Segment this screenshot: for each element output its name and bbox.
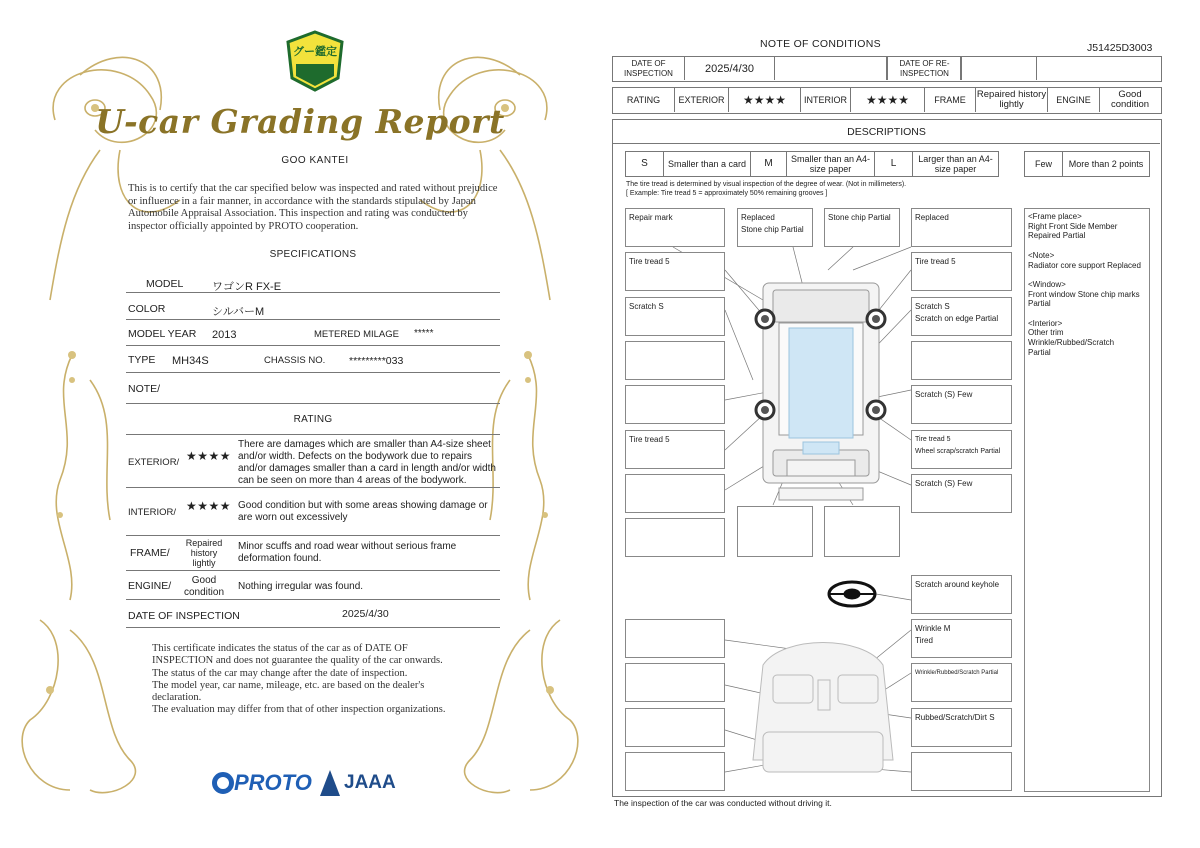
proto-logo-text: PROTO: [234, 770, 312, 795]
disclaimer-line: INSPECTION and does not guarantee the quality of the car onwards.: [152, 655, 443, 667]
exterior-stars: ★★★★: [186, 449, 232, 463]
type-label: TYPE: [128, 354, 156, 366]
disclaimer-line: This certificate indicates the status of the car as of DATE OF: [152, 643, 408, 654]
frame-label: FRAME/: [130, 547, 170, 559]
legend-m: M: [751, 152, 787, 176]
note-box-rear-right-tire: Tire tread 5 Wheel scrap/scratch Partial: [911, 430, 1012, 469]
type-row: [126, 347, 500, 373]
steering-wheel-icon: [829, 582, 875, 606]
note-box-left-door-rear: [625, 385, 725, 424]
model-year-row: [126, 321, 500, 346]
note-box-left-fender: Scratch S: [625, 297, 725, 336]
interior-rating-row: [126, 489, 500, 536]
report-code: J51425D3003: [1087, 42, 1153, 54]
descriptions-frame: [612, 119, 1162, 797]
legend-m-text: Smaller than an A4-size paper: [787, 152, 875, 176]
color-row: [126, 295, 500, 320]
note-box-left-quarter: [625, 474, 725, 513]
note-row: [126, 374, 500, 404]
note-of-conditions-page: [600, 0, 1200, 848]
inspection-date-value: 2025/4/30: [342, 608, 389, 620]
note-box-rear-center-left: [737, 506, 813, 557]
legend-s: S: [626, 152, 664, 176]
engine-rating-row: [126, 572, 500, 600]
disclaimer-line: The status of the car may change after the date of inspection.: [152, 667, 408, 679]
notes-line: Other trim: [1028, 328, 1064, 338]
note-box-front-center-left: Replaced Stone chip Partial: [737, 208, 813, 247]
model-label: MODEL: [146, 278, 184, 290]
proto-logo-icon: [212, 772, 234, 794]
certificate-disclaimer: [152, 643, 482, 717]
rating-heading: RATING: [293, 414, 333, 425]
note-box-rear-left: [625, 518, 725, 557]
exterior-rating-row: [126, 434, 500, 488]
disclaimer-line: The evaluation may differ from that of other inspection organizations.: [152, 704, 446, 716]
color-label: COLOR: [128, 303, 166, 315]
note-box-keyhole: Scratch around keyhole: [911, 575, 1012, 614]
frame-description: Minor scuffs and road wear without serious frame deformation found.: [238, 541, 457, 564]
jaaa-logo-icon: [320, 770, 340, 796]
engine-label: ENGINE/: [128, 580, 172, 592]
note-box-rear-center-right: [824, 506, 900, 557]
frame-value: Repaired history lightly: [185, 538, 223, 568]
frame-rating-row: [126, 537, 500, 571]
note-box-left-door-front: [625, 341, 725, 380]
note-box-right-quarter: Scratch (S) Few: [911, 474, 1012, 513]
type-value: MH34S: [172, 355, 209, 367]
inspection-date-row: [126, 602, 500, 628]
legend-s-text: Smaller than a card: [664, 152, 751, 176]
exterior-label: EXTERIOR: [675, 88, 729, 112]
date-blank-cell: [775, 57, 887, 80]
conditions-title: NOTE OF CONDITIONS: [760, 38, 881, 50]
model-year-value: 2013: [212, 329, 237, 341]
note-label: NOTE/: [128, 383, 161, 395]
sponsor-logos: [212, 768, 412, 800]
notes-line: <Frame place>: [1028, 212, 1082, 221]
exterior-label: EXTERIOR/: [128, 457, 180, 468]
disclaimer-line: declaration.: [152, 692, 202, 704]
exterior-description: There are damages which are smaller than A4-size sheet and/or width. Defects on the bodywork due to repairs and/or damages smaller than a card in length and/or width can be seen on more than 4 areas of the bodywork.: [238, 439, 496, 486]
legend-few-text: More than 2 points: [1068, 159, 1144, 169]
notes-line: <Window>: [1028, 279, 1066, 289]
note-box-interior-4: [625, 752, 725, 791]
frame-value: Repaired history lightly: [976, 89, 1047, 110]
note-box-front-left-tire: Tire tread 5: [625, 252, 725, 291]
note-box-front-left: Repair mark: [625, 208, 725, 247]
chassis-value: *********033: [349, 355, 404, 367]
engine-description: Nothing irregular was found.: [238, 581, 364, 592]
note-box-front-center-right: Stone chip Partial: [824, 208, 900, 247]
notes-line: Partial: [1028, 299, 1051, 309]
note-box-interior-2: [625, 663, 725, 702]
engine-label: ENGINE: [1048, 88, 1100, 112]
milage-value: *****: [414, 328, 434, 339]
date-row: [612, 56, 1162, 82]
model-year-label: MODEL YEAR: [128, 328, 197, 340]
note-box-interior-right-4: [911, 752, 1012, 791]
chassis-label: CHASSIS NO.: [264, 355, 326, 366]
color-value: シルバーM: [212, 306, 265, 318]
interior-stars: ★★★★: [186, 499, 232, 513]
notes-line: <Note>: [1028, 250, 1055, 260]
note-box-interior-3: [625, 708, 725, 747]
interior-description: Good condition but with some areas showing damage or are worn out excessively: [238, 500, 488, 523]
descriptions-heading: DESCRIPTIONS: [613, 120, 1160, 144]
tire-note-line: The tire tread is determined by visual inspection of the degree of wear. (Not in millimeters).: [626, 181, 907, 188]
jaaa-logo-text: JAAA: [344, 772, 396, 793]
note-box-right-fender: Scratch S Scratch on edge Partial: [911, 297, 1012, 336]
interior-label: INTERIOR/: [128, 507, 177, 518]
specifications-heading: SPECIFICATIONS: [269, 249, 357, 260]
notes-spacer: [1028, 270, 1146, 280]
note-box-interior-right-2: Wrinkle/Rubbed/Scratch Partial: [911, 663, 1012, 702]
exterior-stars: ★★★★: [729, 88, 801, 112]
model-row: [126, 270, 500, 293]
note-box-interior-1: [625, 619, 725, 658]
rating-row: [612, 87, 1162, 114]
note-box-rear-left-tire: Tire tread 5: [625, 430, 725, 469]
note-box-interior-right-1: Wrinkle M Tired: [911, 619, 1012, 658]
goo-kantei-badge-icon: [286, 30, 344, 92]
interior-label: INTERIOR: [801, 88, 851, 112]
disclaimer-line: The model year, car name, mileage, etc. are based on the dealer's: [152, 679, 425, 691]
notes-line: Radiator core support Replaced: [1028, 260, 1141, 270]
inspection-footnote: The inspection of the car was conducted without driving it.: [614, 798, 832, 808]
model-value: ワゴンR FX-E: [212, 281, 282, 293]
note-box-front-right-tire: Tire tread 5: [911, 252, 1012, 291]
date-of-reinspection-label: DATE OF RE-INSPECTION: [888, 57, 962, 80]
note-box-front-right: Replaced: [911, 208, 1012, 247]
note-box-right-door-front: [911, 341, 1012, 380]
condition-notes-panel: [1024, 208, 1150, 792]
tire-note-example: [ Example: Tire tread 5 = approximately 50% remaining grooves ]: [626, 190, 828, 197]
rating-label: RATING: [613, 88, 675, 112]
report-title: U-car Grading Report: [95, 102, 505, 141]
certification-text: This is to certify that the car specified below was inspected and rated without prejudice or influence in a fair manner, in accordance with the standards stipulated by Japan Automobile Appraisal Association. This inspection and rating was conducted by inspector officially appointed by PROTO cooperation.: [128, 183, 498, 232]
legend-l-text: Larger than an A4-size paper: [918, 154, 993, 174]
note-box-right-door-rear: Scratch (S) Few: [911, 385, 1012, 424]
notes-line: Right Front Side Member: [1028, 221, 1118, 231]
notes-spacer: [1028, 309, 1146, 319]
interior-stars: ★★★★: [851, 88, 925, 112]
notes-line: Wrinkle/Rubbed/Scratch: [1028, 338, 1115, 348]
reinspection-value-cell: [962, 57, 1037, 80]
milage-label: METERED MILAGE: [314, 329, 399, 340]
frame-label: FRAME: [925, 88, 976, 112]
legend-l: L: [875, 152, 913, 176]
notes-line: <Interior>: [1028, 318, 1063, 328]
notes-line: Front window Stone chip marks: [1028, 289, 1140, 299]
notes-line: Partial: [1028, 347, 1051, 357]
badge-label: グー鑑定: [293, 46, 337, 58]
inspection-date-label: DATE OF INSPECTION: [128, 610, 240, 622]
report-subtitle: GOO KANTEI: [281, 155, 349, 166]
notes-line: Repaired Partial: [1028, 231, 1086, 241]
engine-value: Good condition: [1110, 89, 1150, 110]
legend-few: Few: [1025, 152, 1063, 176]
date-of-inspection-value: 2025/4/30: [685, 57, 775, 80]
note-box-interior-right-3: Rubbed/Scratch/Dirt S: [911, 708, 1012, 747]
date-of-inspection-label: DATE OF INSPECTION: [613, 57, 685, 80]
notes-spacer: [1028, 241, 1146, 251]
engine-value: Good condition: [183, 575, 225, 598]
